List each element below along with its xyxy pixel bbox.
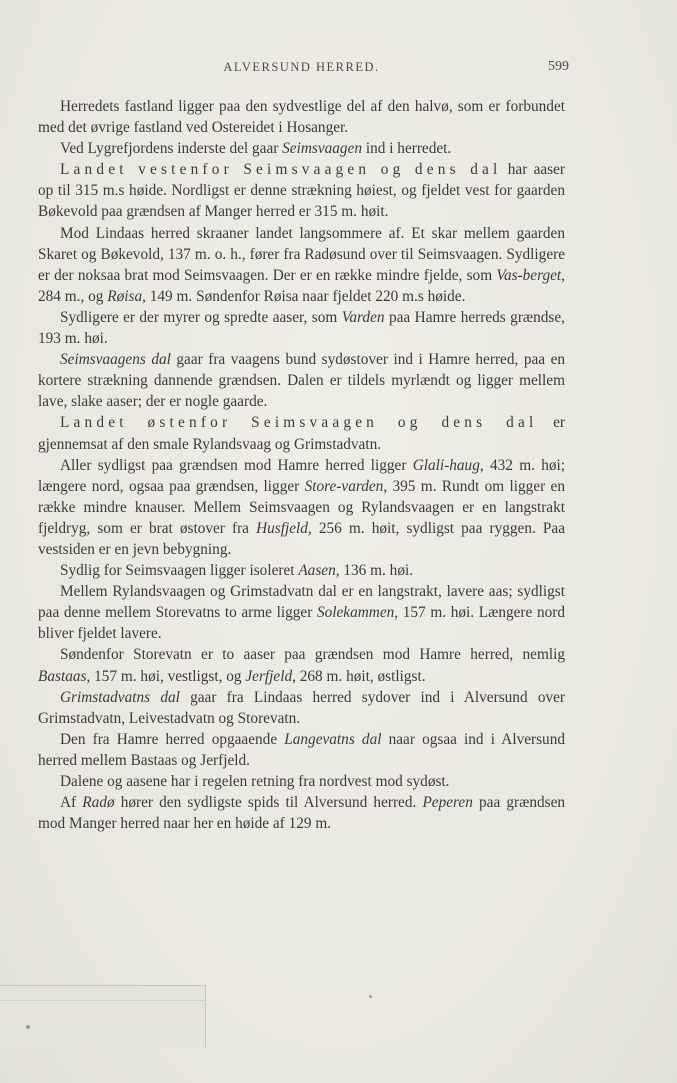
paragraph (38, 455, 565, 560)
italic-place-name: Seimsvaagen (282, 140, 363, 158)
italic-place-name: Langevatns dal (284, 730, 382, 748)
text-run: Herredets fastland ligger paa den sydvestlige del af den halvø, som er forbundet med det øvrige fastland ved Ostereidet i Hosanger. (38, 98, 565, 137)
paragraph (38, 644, 565, 686)
paragraph (38, 138, 565, 159)
text-run: , 268 m. høit, østligst. (292, 667, 426, 685)
paragraph (38, 729, 565, 771)
italic-place-name: Seimsvaagens dal (60, 351, 171, 369)
paragraph (38, 412, 565, 454)
text-run: Mod Lindaas herred skraaner landet langsommere af. Et skar mellem gaarden Skaret og Bøkevold, 137 m. o. h., fører fra Radøsund over til Seimsvaagen. Sydligere er der noksaa brat mod Seimsvaagen. Der er en række mindre fjelde, som (38, 224, 565, 284)
text-run: , 284 m., og (38, 266, 565, 305)
text-run: , 157 m. høi, vestligst, og (86, 667, 246, 685)
spaced-section-heading: Landet østenfor Seimsvaagen og dens dal (60, 414, 538, 432)
text-run: Søndenfor Storevatn er to aaser paa grændsen mod Hamre herred, nemlig (60, 646, 565, 664)
text-run: , 149 m. Søndenfor Røisa naar fjeldet 220 m.s høide. (142, 287, 466, 305)
italic-place-name: Bastaas (38, 667, 87, 685)
paragraph (38, 560, 565, 581)
text-run: , 395 m. Rundt om ligger en række mindre knauser. Mellem Seimsvaagen og Rylandsvaagen er en langstrakt fjeldryg, som er brat østover fra (38, 477, 565, 537)
italic-place-name: Jerfjeld (245, 667, 293, 685)
text-run: , 157 m. høi. Længere nord bliver fjeldet lavere. (38, 604, 565, 643)
italic-place-name: Aasen (298, 562, 336, 580)
scan-speck (26, 1025, 30, 1029)
text-run: Ved Lygrefjordens inderste del gaar (60, 140, 283, 158)
text-run: Aller sydligst paa grændsen mod Hamre herred ligger (60, 456, 413, 474)
text-run: ind i herredet. (362, 140, 452, 158)
paragraph (38, 687, 565, 729)
paragraph (38, 792, 565, 834)
text-run: hører den sydligste spids til Alversund herred. (114, 794, 423, 812)
text-run: , 432 m. høi; længere nord, ogsaa paa grændsen, ligger (38, 456, 565, 495)
scan-speck (369, 995, 372, 998)
text-run: paa Hamre herreds grændse, 193 m. høi. (38, 308, 565, 348)
spaced-section-heading: Landet vestenfor Seimsvaagen og dens dal (60, 161, 502, 179)
paragraph (38, 581, 565, 644)
text-run: , 256 m. høit, sydligst paa ryggen. Paa vestsiden er en jevn bebygning. (38, 519, 565, 558)
text-run: Mellem Rylandsvaagen og Grimstadvatn dal er en langstrakt, lavere aas; sydligst paa denne mellem Storevatns to arme ligger (38, 583, 565, 622)
italic-place-name: Husfjeld (256, 519, 308, 537)
page-header (38, 57, 569, 77)
italic-place-name: Vas-berget (496, 266, 562, 284)
text-run: , 136 m. høi. (335, 562, 414, 580)
text-run: gaar fra vaagens bund sydøstover ind i Hamre herred, paa en kortere strækning dannende grændsen. Dalen er tildels myrlændt og ligger mellem lave, slake aaser; der er nogle gaarde. (38, 351, 566, 411)
text-run: gaar fra Lindaas herred sydover ind i Alversund over Grimstadvatn, Leivestadvatn og Storevatn. (38, 688, 565, 727)
italic-place-name: Glali-haug (412, 456, 480, 474)
text-run: Sydlig for Seimsvaagen ligger isoleret (60, 562, 299, 580)
italic-place-name: Radø (82, 794, 115, 812)
text-run: Den fra Hamre herred opgaaende (60, 730, 285, 748)
text-run: Dalene og aasene har i regelen retning fra nordvest mod sydøst. (60, 773, 450, 790)
page-number: 599 (548, 59, 569, 74)
text-run: Af (60, 794, 83, 812)
italic-place-name: Grimstadvatns dal (60, 688, 180, 706)
paragraph (38, 223, 565, 307)
text-run: er gjennemsat af den smale Rylandsvaag og Grimstadvatn. (38, 414, 565, 453)
text-run: paa grændsen mod Manger herred naar her en høide af 129 m. (38, 794, 566, 833)
italic-place-name: Store-varden (304, 477, 384, 495)
paragraph (38, 349, 565, 412)
italic-place-name: Solekammen (316, 604, 395, 622)
paragraph (38, 771, 565, 792)
body-text (38, 96, 565, 834)
text-run: naar ogsaa ind i Alversund herred mellem Bastaas og Jerfjeld. (38, 730, 565, 769)
italic-place-name: Røisa (107, 287, 143, 305)
paragraph (38, 307, 565, 349)
italic-place-name: Peperen (422, 794, 473, 812)
italic-place-name: Varden (341, 308, 385, 326)
text-run: Sydligere er der myrer og spredte aaser, som (60, 308, 342, 326)
running-title: ALVERSUND HERRED. (223, 60, 380, 74)
text-run: har aaser op til 315 m.s høide. Nordligst er denne strækning høiest, og fjeldet vest for gaarden Bøkevold paa grændsen af Manger herred er 315 m. høit. (38, 161, 565, 221)
scanned-page-edge (0, 985, 206, 1048)
paragraph (38, 159, 565, 222)
paragraph (38, 96, 565, 138)
